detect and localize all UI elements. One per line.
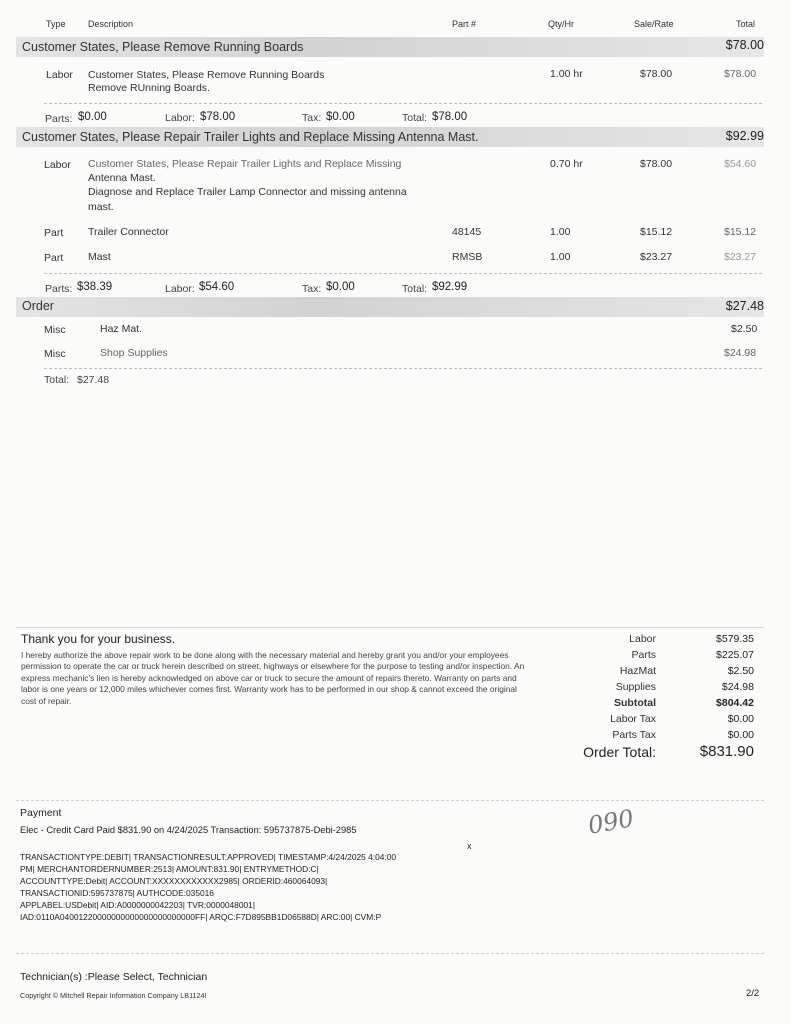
totals-value: $579.35 — [716, 633, 754, 645]
order-summary-label: Total: — [44, 374, 70, 386]
payment-detail: IAD:0110A04001220000000000000000000000FF| ARQC:F7D895BB1D06588D| ARC:00| CVM:P — [20, 912, 382, 922]
col-header-rate: Sale/Rate — [634, 19, 674, 29]
summary-tax: $0.00 — [326, 111, 355, 123]
terms-text: I hereby authorize the above repair work to be done along with the necessary material and hereby grant you and/or your employees permission to operate the car or truck herein described on street, highways or elsewhere for the purpose to testing and/or inspection. An express mechanic's lien is hereby acknowledged on above car or truck to secure the amount of repairs thereto. Warranty on parts and labor is one years or 12,000 miles whichever comes first. Warranty work has to be performed in our shop & cannot exceed the original cost of repair. — [21, 650, 525, 706]
line-total: $23.27 — [724, 251, 757, 263]
col-header-part: Part # — [452, 19, 477, 29]
totals-label: Parts Tax — [612, 729, 656, 741]
line-description: Customer States, Please Repair Trailer Lights and Replace Missing — [88, 158, 402, 170]
page-number: 2/2 — [746, 988, 760, 999]
line-total: $15.12 — [724, 226, 757, 238]
payment-detail: APPLABEL:USDebit| AID:A0000000042203| TVR:0000048001| — [20, 900, 255, 910]
order-band — [16, 297, 764, 317]
summary-parts-label: Parts: — [45, 113, 73, 125]
divider — [16, 627, 764, 628]
technician-line: Technician(s) :Please Select, Technician — [20, 971, 208, 983]
summary-total: $78.00 — [432, 111, 468, 123]
totals-label: HazMat — [619, 665, 656, 677]
line-description: Diagnose and Replace Trailer Lamp Connector and missing antenna — [88, 186, 407, 198]
section-1-title: Customer States, Please Remove Running Boards — [22, 40, 304, 54]
summary-labor-label: Labor: — [165, 283, 195, 295]
divider — [44, 103, 762, 104]
col-header-total: Total — [736, 19, 756, 29]
totals-value: $0.00 — [727, 729, 754, 741]
summary-tax: $0.00 — [326, 281, 355, 293]
totals-value: $24.98 — [721, 681, 754, 693]
line-type: Labor — [46, 69, 73, 81]
line-total: $78.00 — [724, 68, 757, 80]
misc-type: Misc — [44, 324, 66, 336]
line-type: Labor — [44, 159, 71, 171]
section-2-total: $92.99 — [725, 129, 764, 143]
line-part-number: RMSB — [452, 251, 483, 263]
summary-labor: $54.60 — [199, 281, 235, 293]
payment-detail: TRANSACTIONTYPE:DEBIT| TRANSACTIONRESULT:APPROVED| TIMESTAMP:4/24/2025 4:04:00 — [20, 852, 397, 862]
handwritten-note: 090 — [585, 804, 636, 840]
summary-parts: $0.00 — [78, 111, 107, 123]
divider — [16, 953, 764, 954]
divider — [44, 273, 762, 274]
line-type: Part — [44, 252, 64, 264]
order-total-value: $831.90 — [699, 743, 754, 760]
col-header-type: Type — [46, 19, 66, 29]
summary-parts-label: Parts: — [45, 283, 73, 295]
summary-labor-label: Labor: — [165, 112, 195, 124]
line-rate: $78.00 — [640, 158, 673, 170]
line-qty: 1.00 hr — [550, 68, 583, 80]
thank-you-text: Thank you for your business. — [21, 632, 176, 646]
misc-description: Shop Supplies — [100, 347, 168, 359]
divider — [44, 368, 762, 369]
col-header-qty: Qty/Hr — [548, 19, 574, 29]
misc-total: $24.98 — [724, 347, 757, 359]
order-total: $27.48 — [725, 299, 764, 313]
misc-description: Haz Mat. — [100, 323, 143, 335]
summary-labor: $78.00 — [200, 111, 236, 123]
summary-total-label: Total: — [402, 283, 428, 295]
payment-line: Elec - Credit Card Paid $831.90 on 4/24/2025 Transaction: 595737875-Debi-2985 — [20, 825, 357, 835]
line-type: Part — [44, 227, 64, 239]
totals-label: Subtotal — [614, 697, 656, 709]
line-qty: 1.00 — [550, 226, 571, 238]
payment-detail: TRANSACTIONID:595737875| AUTHCODE:035016 — [20, 888, 214, 898]
summary-tax-label: Tax: — [302, 112, 322, 124]
section-2-title: Customer States, Please Repair Trailer Lights and Replace Missing Antenna Mast. — [22, 130, 479, 144]
line-total: $54.60 — [724, 158, 757, 170]
payment-title: Payment — [20, 807, 62, 819]
payment-detail: PM| MERCHANTORDERNUMBER:2513| AMOUNT:831.90| ENTRYMETHOD:C| — [20, 864, 319, 874]
summary-parts: $38.39 — [77, 281, 113, 293]
line-qty: 0.70 hr — [550, 158, 583, 170]
line-part-number: 48145 — [452, 226, 482, 238]
misc-total: $2.50 — [731, 323, 758, 335]
summary-total: $92.99 — [432, 281, 468, 293]
line-description: Customer States, Please Remove Running Boards — [88, 69, 325, 81]
divider — [16, 800, 764, 801]
line-description: Mast — [88, 251, 111, 263]
order-title: Order — [22, 299, 54, 313]
totals-value: $225.07 — [716, 649, 754, 661]
mark-x: x — [467, 841, 472, 851]
misc-type: Misc — [44, 348, 66, 360]
summary-tax-label: Tax: — [302, 283, 322, 295]
totals-value: $804.42 — [716, 697, 754, 709]
line-description: Trailer Connector — [88, 226, 169, 238]
line-rate: $15.12 — [640, 226, 673, 238]
order-total-label: Order Total: — [583, 744, 656, 760]
line-rate: $23.27 — [640, 251, 673, 263]
totals-label: Labor — [629, 633, 656, 645]
totals-label: Parts — [631, 649, 656, 661]
line-description: Antenna Mast. — [88, 172, 156, 184]
copyright-text: Copyright © Mitchell Repair Information Company LB1124I — [20, 991, 207, 1000]
line-description: mast. — [88, 201, 114, 213]
totals-value: $0.00 — [727, 713, 754, 725]
totals-label: Supplies — [615, 681, 656, 693]
line-qty: 1.00 — [550, 251, 571, 263]
totals-label: Labor Tax — [610, 713, 656, 725]
order-summary: $27.48 — [77, 374, 110, 386]
summary-total-label: Total: — [402, 112, 428, 124]
line-description: Remove RUnning Boards. — [88, 82, 210, 94]
col-header-description: Description — [88, 19, 134, 29]
line-rate: $78.00 — [640, 68, 673, 80]
payment-detail: ACCOUNTTYPE:Debit| ACCOUNT:XXXXXXXXXXXX2985| ORDERID:460064093| — [20, 876, 328, 886]
section-1-total: $78.00 — [725, 38, 764, 52]
totals-value: $2.50 — [727, 665, 754, 677]
